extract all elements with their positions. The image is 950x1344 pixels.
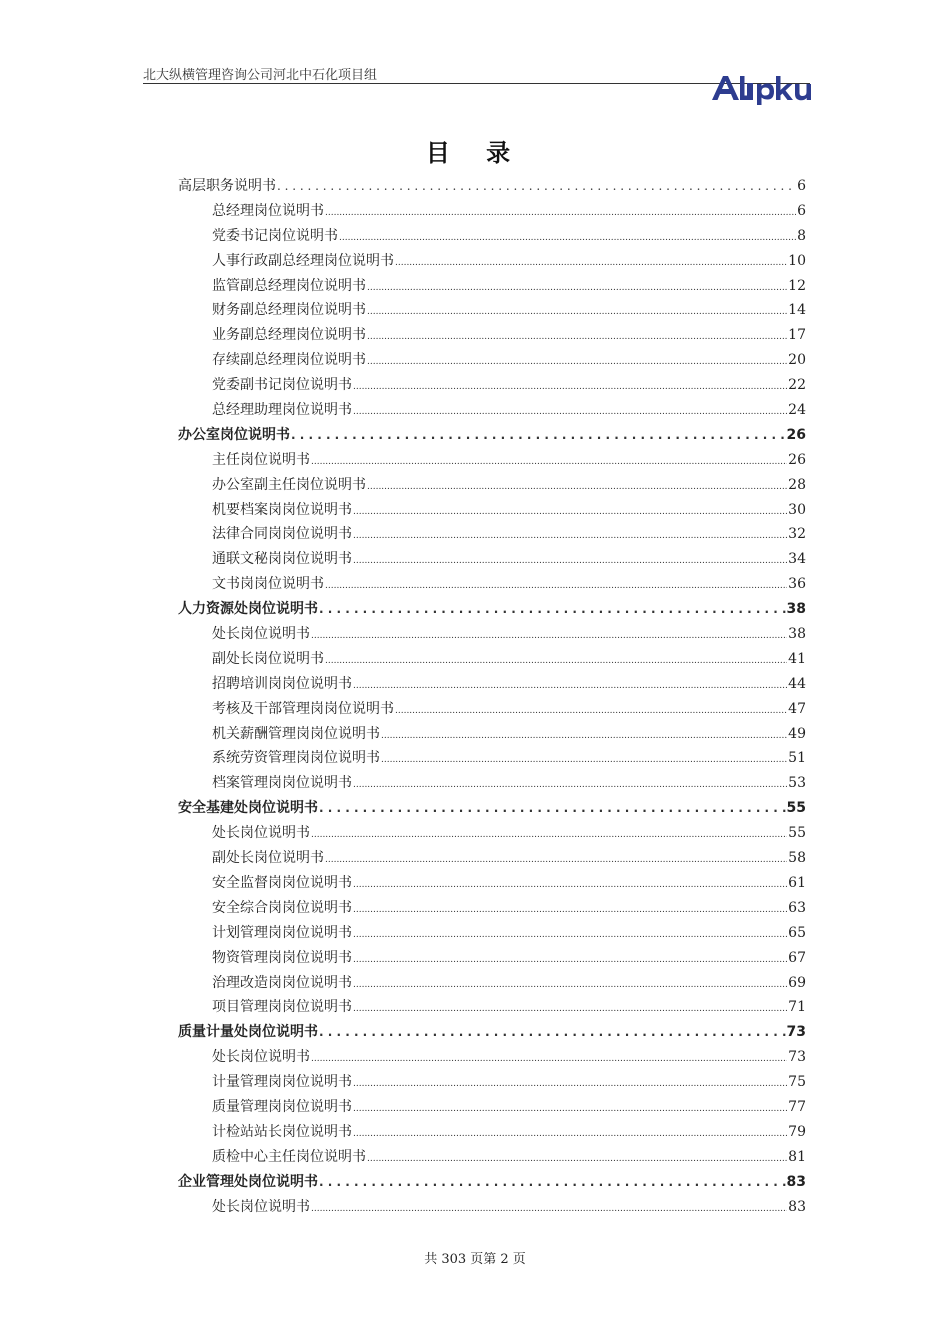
toc-entry-title: 档案管理岗岗位说明书 — [212, 775, 352, 792]
toc-entry-title: 总经理岗位说明书 — [212, 202, 324, 219]
toc-leader-dots — [325, 572, 787, 599]
toc-section[interactable] — [178, 597, 806, 622]
toc-entry-title: 文书岗岗位说明书 — [212, 576, 324, 593]
toc-leader-dots — [325, 199, 796, 226]
toc-leader-dots — [319, 1170, 786, 1195]
toc-entry-title: 质检中心主任岗位说明书 — [212, 1148, 366, 1165]
toc-leader-dots — [325, 846, 787, 873]
toc-entry-title: 主任岗位说明书 — [212, 451, 310, 468]
toc-page-number: 10 — [788, 252, 806, 269]
running-header: 北大纵横管理咨询公司河北中石化项目组 — [143, 68, 378, 83]
toc-leader-dots — [395, 697, 787, 724]
toc-entry-title: 办公室副主任岗位说明书 — [212, 476, 366, 493]
toc-entry[interactable] — [178, 946, 806, 971]
toc-page-number: 26 — [786, 426, 806, 443]
toc-leader-dots — [353, 771, 787, 798]
toc-leader-dots — [367, 274, 787, 301]
toc-entry[interactable] — [178, 348, 806, 373]
toc-page-number: 49 — [788, 725, 806, 742]
toc-page-number: 38 — [788, 626, 806, 643]
toc-entry-title: 企业管理处岗位说明书 — [178, 1173, 318, 1190]
toc-leader-dots — [277, 174, 796, 199]
toc-entry-title: 项目管理岗岗位说明书 — [212, 999, 352, 1016]
toc-entry[interactable] — [178, 771, 806, 796]
toc-entry[interactable] — [178, 821, 806, 846]
toc-entry[interactable] — [178, 1195, 806, 1220]
toc-entry-title: 处长岗位说明书 — [212, 626, 310, 643]
toc-leader-dots — [381, 746, 787, 773]
toc-entry[interactable] — [178, 274, 806, 299]
toc-entry-title: 物资管理岗岗位说明书 — [212, 949, 352, 966]
toc-entry[interactable] — [178, 448, 806, 473]
toc-entry[interactable] — [178, 522, 806, 547]
toc-leader-dots — [353, 971, 787, 998]
toc-page-number: 17 — [788, 327, 806, 344]
toc-entry[interactable] — [178, 323, 806, 348]
toc-entry-title: 计划管理岗岗位说明书 — [212, 924, 352, 941]
toc-section[interactable] — [178, 174, 806, 199]
toc-entry[interactable] — [178, 473, 806, 498]
toc-leader-dots — [319, 597, 786, 622]
toc-entry-title: 处长岗位说明书 — [212, 1049, 310, 1066]
toc-leader-dots — [367, 298, 787, 325]
toc-entry-title: 高层职务说明书 — [178, 178, 276, 194]
toc-entry-title: 副处长岗位说明书 — [212, 650, 324, 667]
toc-leader-dots — [325, 647, 787, 674]
table-of-contents — [178, 174, 806, 1219]
toc-entry[interactable] — [178, 1120, 806, 1145]
toc-entry-title: 计检站站长岗位说明书 — [212, 1123, 352, 1140]
toc-entry[interactable] — [178, 871, 806, 896]
toc-entry-title: 通联文秘岗岗位说明书 — [212, 551, 352, 568]
toc-page-number: 73 — [786, 1024, 806, 1041]
toc-page-number: 30 — [788, 501, 806, 518]
toc-entry[interactable] — [178, 846, 806, 871]
toc-entry-title: 副处长岗位说明书 — [212, 850, 324, 867]
toc-leader-dots — [311, 1045, 787, 1072]
toc-leader-dots — [291, 423, 786, 448]
toc-page-number: 28 — [788, 476, 806, 493]
toc-leader-dots — [311, 1195, 787, 1222]
toc-leader-dots — [353, 871, 787, 898]
toc-page-number: 77 — [788, 1098, 806, 1115]
toc-page-number: 55 — [786, 800, 806, 817]
toc-entry[interactable] — [178, 547, 806, 572]
toc-page-number: 79 — [788, 1123, 806, 1140]
toc-entry-title: 人事行政副总经理岗位说明书 — [212, 252, 394, 269]
toc-page-number: 8 — [797, 227, 806, 244]
toc-leader-dots — [395, 249, 787, 276]
toc-leader-dots — [353, 896, 787, 923]
toc-leader-dots — [353, 398, 787, 425]
toc-entry-title: 党委副书记岗位说明书 — [212, 377, 352, 394]
toc-page-number: 14 — [788, 302, 806, 319]
toc-entry-title: 安全基建处岗位说明书 — [178, 800, 318, 817]
toc-leader-dots — [311, 821, 787, 848]
toc-entry[interactable] — [178, 1095, 806, 1120]
toc-page-number: 67 — [788, 949, 806, 966]
toc-leader-dots — [367, 473, 787, 500]
toc-page-number: 34 — [788, 551, 806, 568]
toc-entry-title: 法律合同岗岗位说明书 — [212, 526, 352, 543]
toc-leader-dots — [319, 796, 786, 821]
toc-entry-title: 总经理助理岗位说明书 — [212, 402, 352, 419]
toc-leader-dots — [353, 1070, 787, 1097]
allpku-logo — [710, 70, 826, 106]
toc-page-number: 36 — [788, 576, 806, 593]
toc-entry-title: 计量管理岗岗位说明书 — [212, 1074, 352, 1091]
toc-entry-title: 存续副总经理岗位说明书 — [212, 352, 366, 369]
toc-page-number: 38 — [786, 601, 806, 618]
toc-page-number: 83 — [788, 1198, 806, 1215]
toc-leader-dots — [353, 921, 787, 948]
toc-leader-dots — [353, 373, 787, 400]
toc-page-number: 53 — [788, 775, 806, 792]
toc-leader-dots — [353, 995, 787, 1022]
toc-entry-title: 招聘培训岗岗位说明书 — [212, 675, 352, 692]
toc-entry-title: 质量管理岗岗位说明书 — [212, 1098, 352, 1115]
toc-leader-dots — [339, 224, 796, 251]
toc-leader-dots — [311, 448, 787, 475]
toc-entry[interactable] — [178, 896, 806, 921]
toc-page-number: 61 — [788, 874, 806, 891]
toc-page-number: 69 — [788, 974, 806, 991]
toc-entry[interactable] — [178, 572, 806, 597]
toc-entry-title: 系统劳资管理岗岗位说明书 — [212, 750, 380, 767]
toc-leader-dots — [367, 323, 787, 350]
toc-leader-dots — [381, 722, 787, 749]
toc-leader-dots — [353, 522, 787, 549]
toc-entry-title: 办公室岗位说明书 — [178, 426, 290, 443]
toc-leader-dots — [353, 946, 787, 973]
toc-entry[interactable] — [178, 1045, 806, 1070]
toc-leader-dots — [353, 498, 787, 525]
toc-entry[interactable] — [178, 746, 806, 771]
toc-page-number: 65 — [788, 924, 806, 941]
page-footer: 共 303 页第 2 页 — [424, 1252, 526, 1267]
toc-entry-title: 业务副总经理岗位说明书 — [212, 327, 366, 344]
toc-leader-dots — [367, 1145, 787, 1172]
toc-page-number: 73 — [788, 1049, 806, 1066]
toc-entry[interactable] — [178, 697, 806, 722]
toc-entry[interactable] — [178, 921, 806, 946]
toc-leader-dots — [311, 622, 787, 649]
toc-page-number: 81 — [788, 1148, 806, 1165]
toc-entry[interactable] — [178, 498, 806, 523]
toc-leader-dots — [353, 1120, 787, 1147]
toc-page-number: 44 — [788, 675, 806, 692]
toc-section[interactable] — [178, 796, 806, 821]
logo-text: ALLpku — [768, 105, 772, 106]
toc-entry[interactable] — [178, 971, 806, 996]
toc-entry[interactable] — [178, 199, 806, 224]
toc-entry[interactable] — [178, 373, 806, 398]
toc-entry-title: 安全综合岗岗位说明书 — [212, 899, 352, 916]
toc-entry-title: 治理改造岗岗位说明书 — [212, 974, 352, 991]
toc-page-number: 51 — [788, 750, 806, 767]
toc-entry[interactable] — [178, 622, 806, 647]
toc-section[interactable] — [178, 1170, 806, 1195]
toc-page-number: 47 — [788, 700, 806, 717]
toc-entry[interactable] — [178, 1070, 806, 1095]
page-title: 目 录 — [425, 139, 525, 167]
toc-entry-title: 质量计量处岗位说明书 — [178, 1024, 318, 1041]
toc-section[interactable] — [178, 423, 806, 448]
toc-entry-title: 处长岗位说明书 — [212, 825, 310, 842]
toc-page-number: 71 — [788, 999, 806, 1016]
toc-entry[interactable] — [178, 249, 806, 274]
toc-page-number: 32 — [788, 526, 806, 543]
toc-entry[interactable] — [178, 224, 806, 249]
toc-page-number: 75 — [788, 1074, 806, 1091]
toc-leader-dots — [367, 348, 787, 375]
toc-leader-dots — [353, 672, 787, 699]
toc-entry-title: 人力资源处岗位说明书 — [178, 601, 318, 618]
toc-entry[interactable] — [178, 398, 806, 423]
toc-leader-dots — [353, 1095, 787, 1122]
toc-entry-title: 处长岗位说明书 — [212, 1198, 310, 1215]
toc-entry[interactable] — [178, 995, 806, 1020]
toc-leader-dots — [353, 547, 787, 574]
toc-entry[interactable] — [178, 722, 806, 747]
toc-leader-dots — [319, 1020, 786, 1045]
toc-entry-title: 机要档案岗岗位说明书 — [212, 501, 352, 518]
toc-entry[interactable] — [178, 672, 806, 697]
toc-page-number: 55 — [788, 825, 806, 842]
toc-page-number: 26 — [788, 451, 806, 468]
toc-page-number: 41 — [788, 650, 806, 667]
toc-entry-title: 党委书记岗位说明书 — [212, 227, 338, 244]
toc-entry[interactable] — [178, 1145, 806, 1170]
toc-entry-title: 考核及干部管理岗岗位说明书 — [212, 700, 394, 717]
toc-entry-title: 机关薪酬管理岗岗位说明书 — [212, 725, 380, 742]
toc-page-number: 22 — [788, 377, 806, 394]
toc-page-number: 83 — [786, 1173, 806, 1190]
toc-section[interactable] — [178, 1020, 806, 1045]
toc-page-number: 12 — [788, 277, 806, 294]
toc-entry-title: 监管副总经理岗位说明书 — [212, 277, 366, 294]
toc-page-number: 58 — [788, 850, 806, 867]
toc-page-number: 63 — [788, 899, 806, 916]
toc-entry-title: 财务副总经理岗位说明书 — [212, 302, 366, 319]
toc-entry-title: 安全监督岗岗位说明书 — [212, 874, 352, 891]
toc-page-number: 6 — [797, 178, 806, 194]
toc-page-number: 6 — [797, 202, 806, 219]
toc-page-number: 20 — [788, 352, 806, 369]
toc-entry[interactable] — [178, 298, 806, 323]
toc-entry[interactable] — [178, 647, 806, 672]
toc-page-number: 24 — [788, 402, 806, 419]
